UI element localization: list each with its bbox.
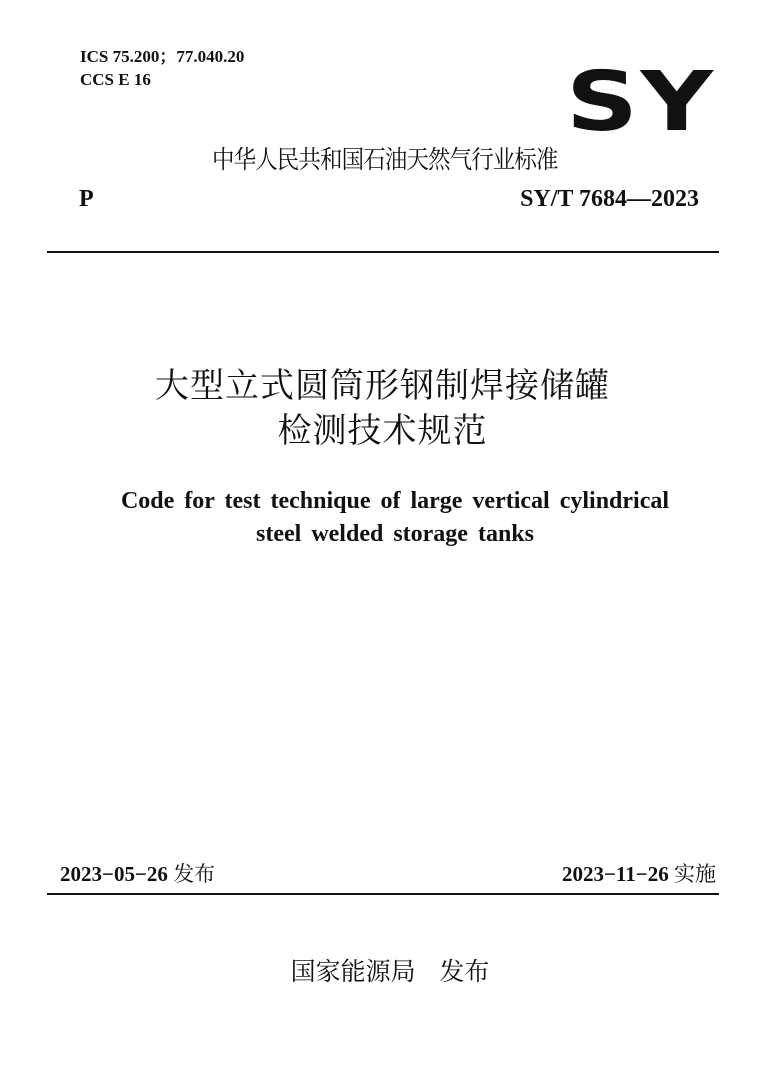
implement-date: 2023−11−26	[561, 862, 669, 886]
ccs-code: CCS E 16	[80, 70, 151, 89]
implement-label: 实施	[674, 862, 716, 886]
ics-code: ICS 75.200；77.040.20	[80, 47, 245, 66]
standard-number: SY/T 7684—2023	[520, 186, 699, 212]
issue-label: 发布	[173, 862, 216, 886]
bottom-divider	[47, 893, 719, 895]
category-letter: P	[79, 186, 94, 212]
top-divider	[47, 251, 719, 253]
publisher-name: 国家能源局	[290, 957, 416, 986]
issue-date: 2023−05−26	[60, 862, 168, 886]
issue-date-block	[60, 858, 215, 888]
title-cn-line2: 检测技术规范	[277, 411, 488, 451]
title-en-line1: Code for test technique of large vertical cylindrical	[120, 488, 670, 514]
title-en-line2: steel welded storage tanks	[256, 521, 534, 547]
title-cn-line1: 大型立式圆筒形钢制焊接储罐	[155, 366, 610, 406]
publisher-action: 发布	[439, 957, 490, 986]
sy-logo: SY	[566, 55, 716, 150]
publisher-line	[0, 952, 765, 988]
industry-standard-title: 中华人民共和国石油天然气行业标准	[212, 145, 558, 174]
implement-date-block	[562, 858, 716, 888]
